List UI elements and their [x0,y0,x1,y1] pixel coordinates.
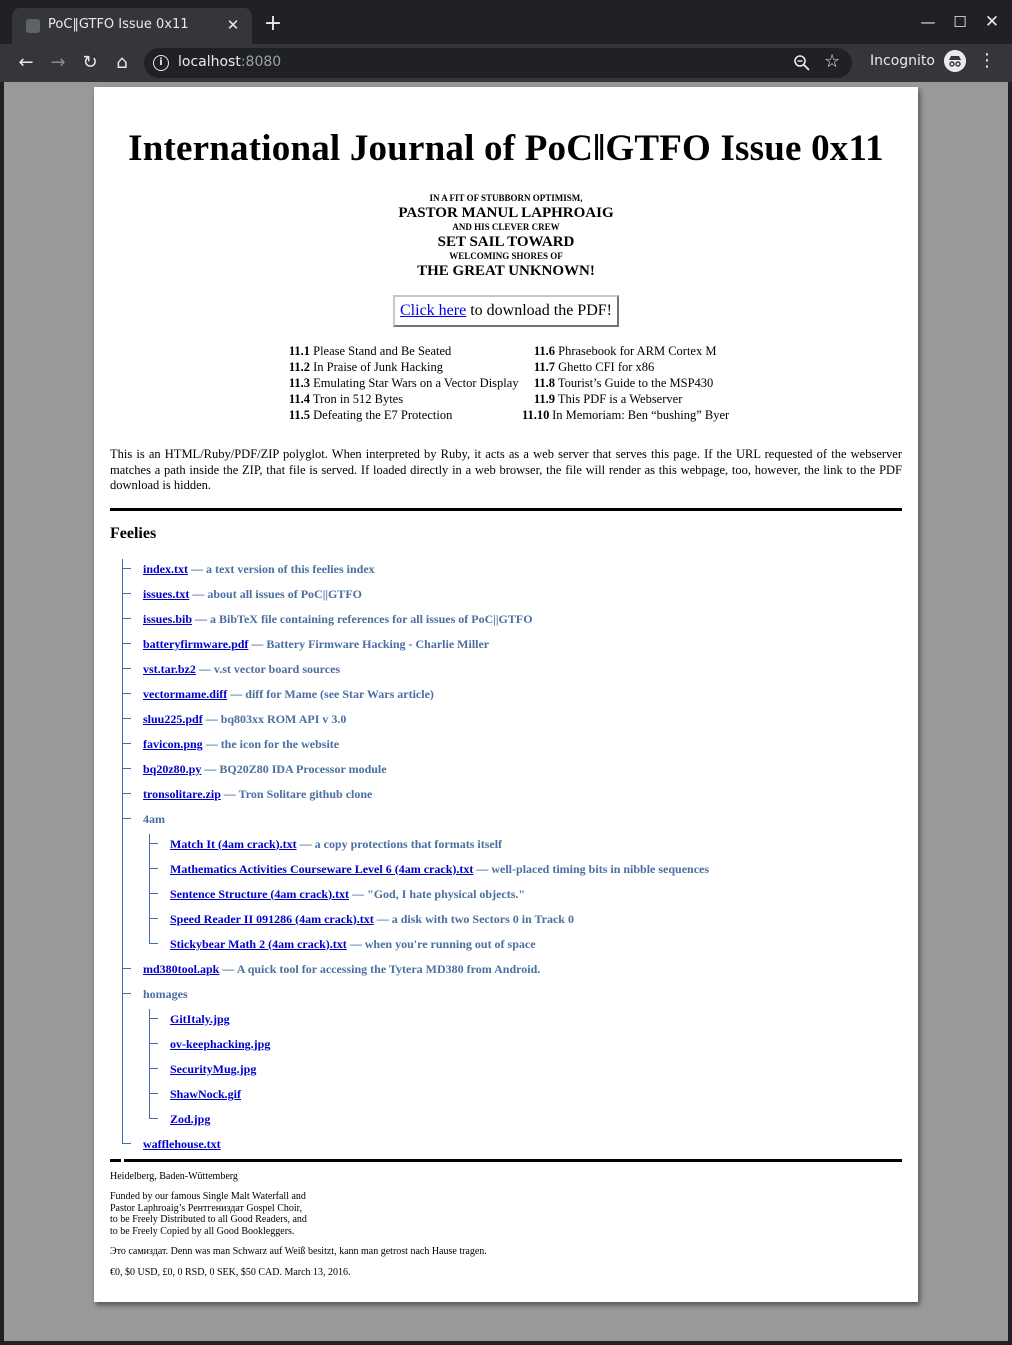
back-arrow-icon[interactable]: ← [18,52,34,73]
colophon [110,1171,902,1279]
browser-menu-icon[interactable]: ⋮ [978,50,996,71]
file-description: — well-placed timing bits in nibble sequences [473,861,710,876]
feelies-heading: Feelies [110,524,157,542]
file-description: — v.st vector board sources [195,661,341,676]
list-item [123,959,902,984]
tab-close-icon[interactable]: ✕ [226,16,240,34]
incognito-icon[interactable] [944,50,966,72]
crew-line: PASTOR MANUL LAPHROAIG [398,205,614,221]
toc-entry: 11.10 In Memoriam: Ben “bushing” Byer [522,408,730,422]
file-description: — about all issues of PoC||GTFO [189,586,362,601]
file-description: — "God, I hate physical objects." [349,886,526,901]
list-item [150,1034,902,1059]
file-link[interactable]: wafflehouse.txt [143,1136,221,1151]
file-link[interactable]: Mathematics Activities Courseware Level 6 (4am crack).txt [170,861,474,876]
list-item [150,884,902,909]
crew-line: IN A FIT OF STUBBORN OPTIMISM, [429,193,583,203]
download-pdf-box [393,295,619,327]
new-tab-button[interactable]: + [263,11,283,36]
file-description: — diff for Mame (see Star Wars article) [227,686,434,701]
file-description: — when you're running out of space [346,936,536,951]
incognito-label: Incognito [870,53,935,69]
intro-paragraph: This is an HTML/Ruby/PDF/ZIP polyglot. When interpreted by Ruby, it acts as a web server that serves this page. If the URL requested of the webserver matches a path inside the ZIP, that file is served. If loaded directly in a web browser, the file will render as this webpage, too, however, the link to the PDF download is hidden. [110,447,902,492]
directory-homages [123,984,902,1134]
file-link[interactable]: favicon.png [143,736,203,751]
file-link[interactable]: issues.bib [143,611,193,626]
file-link[interactable]: batteryfirmware.pdf [143,636,249,651]
colophon-samizdat: Это самиздат. Denn was man Schwarz auf Weiß besitzt, kann man getrost nach Hause tragen. [110,1246,487,1257]
address-bar[interactable] [144,48,852,78]
list-item [123,609,902,634]
file-description: — Tron Solitare github clone [220,786,373,801]
crew-line: AND HIS CLEVER CREW [452,222,560,232]
list-item [123,584,902,609]
toc-entry: 11.8 Tourist’s Guide to the MSP430 [533,376,714,390]
crew-line: WELCOMING SHORES OF [449,251,563,261]
file-link[interactable]: md380tool.apk [143,961,220,976]
file-description: — A quick tool for accessing the Tytera MD380 from Android. [219,961,541,976]
toc-entry: 11.3 Emulating Star Wars on a Vector Display [288,376,519,390]
directory-4am [123,809,902,959]
page-viewport[interactable] [4,82,1008,1341]
page-content [94,87,918,1302]
site-info-icon[interactable]: i [153,55,169,71]
file-link[interactable]: sluu225.pdf [143,711,203,726]
list-item [123,709,902,734]
file-description: — the icon for the website [202,736,340,751]
list-item [150,1059,902,1084]
download-pdf-text: to download the PDF! [466,302,612,319]
incognito-favicon-icon [26,19,40,33]
list-item [150,1109,902,1134]
window-close-icon[interactable]: ✕ [984,12,1000,32]
directory-label: homages [143,986,188,1001]
url-text[interactable]: localhost:8080 [178,54,282,70]
download-pdf-link[interactable]: Click here [400,302,467,319]
crew-line: SET SAIL TOWARD [437,234,575,250]
feelies-file-tree [122,559,902,1159]
list-item [123,684,902,709]
file-link[interactable]: SecurityMug.jpg [170,1061,257,1076]
list-item [123,734,902,759]
forward-arrow-icon[interactable]: → [50,52,66,73]
toc-entry: 11.6 Phrasebook for ARM Cortex M [533,344,717,358]
list-item [123,784,902,809]
file-link[interactable]: vst.tar.bz2 [143,661,196,676]
crew-banner [110,193,902,280]
file-description: — a disk with two Sectors 0 in Track 0 [373,911,574,926]
file-link[interactable]: Match It (4am crack).txt [170,836,297,851]
list-item [150,1009,902,1034]
toc-entry: 11.5 Defeating the E7 Protection [288,408,453,422]
toc-right-column [522,343,730,423]
list-item [150,934,902,959]
file-description: — BQ20Z80 IDA Processor module [201,761,387,776]
file-link[interactable]: GitItaly.jpg [170,1011,230,1026]
file-link[interactable]: bq20z80.py [143,761,202,776]
table-of-contents [110,343,902,427]
file-link[interactable]: Sentence Structure (4am crack).txt [170,886,350,901]
file-description: — a copy protections that formats itself [296,836,503,851]
tab-active[interactable] [12,8,252,44]
toc-entry: 11.9 This PDF is a Webserver [533,392,683,406]
file-link[interactable]: issues.txt [143,586,190,601]
toc-entry: 11.4 Tron in 512 Bytes [288,392,404,406]
file-link[interactable]: Speed Reader II 091286 (4am crack).txt [170,911,374,926]
directory-label: 4am [143,811,165,826]
list-item [123,759,902,784]
toc-entry: 11.2 In Praise of Junk Hacking [288,360,443,374]
list-item [150,834,902,859]
list-item [123,559,902,584]
home-icon[interactable]: ⌂ [116,52,128,73]
page-title: International Journal of PoC‖GTFO Issue 0x11 [128,128,884,169]
file-link[interactable]: Zod.jpg [170,1111,211,1126]
colophon-funding: Funded by our famous Single Malt Waterfall and Pastor Laphroaig’s Рентгениздат Gospel Choir, to be Freely Distributed to all Good Readers, and to be Freely Copied by all Good Bookleggers. [110,1191,307,1237]
file-link[interactable]: vectormame.diff [143,686,228,701]
minimize-icon[interactable]: — [920,13,936,31]
divider [110,1159,902,1162]
toc-left-column [288,343,519,423]
browser-toolbar [0,44,1012,82]
list-item [123,659,902,684]
list-item [123,1134,902,1159]
zoom-icon[interactable] [792,53,812,73]
file-link[interactable]: index.txt [143,561,188,576]
divider [110,508,902,511]
list-item [150,909,902,934]
toc-entry: 11.1 Please Stand and Be Seated [288,344,452,358]
crew-line: THE GREAT UNKNOWN! [417,263,595,279]
file-link[interactable]: Stickybear Math 2 (4am crack).txt [170,936,347,951]
maximize-icon[interactable]: ☐ [953,13,967,31]
file-link[interactable]: tronsolitare.zip [143,786,221,801]
file-description: — bq803xx ROM API v 3.0 [202,711,347,726]
list-item [123,634,902,659]
file-link[interactable]: ShawNock.gif [170,1086,242,1101]
toc-entry: 11.7 Ghetto CFI for x86 [533,360,655,374]
list-item [150,1084,902,1109]
file-description: — Battery Firmware Hacking - Charlie Miller [248,636,490,651]
bookmark-star-icon[interactable]: ☆ [824,51,841,72]
file-description: — a text version of this feelies index [188,561,375,576]
file-description: — a BibTeX file containing references for all issues of PoC||GTFO [192,611,533,626]
colophon-price: €0, $0 USD, £0, 0 RSD, 0 SEK, $50 CAD. March 13, 2016. [110,1266,351,1278]
list-item [150,859,902,884]
tab-strip [0,0,1012,44]
reload-icon[interactable]: ↻ [82,52,98,73]
colophon-place: Heidelberg, Baden-Wüttemberg [110,1170,238,1182]
tab-title: PoC‖GTFO Issue 0x11 [48,17,189,32]
file-link[interactable]: ov-keephacking.jpg [170,1036,271,1051]
